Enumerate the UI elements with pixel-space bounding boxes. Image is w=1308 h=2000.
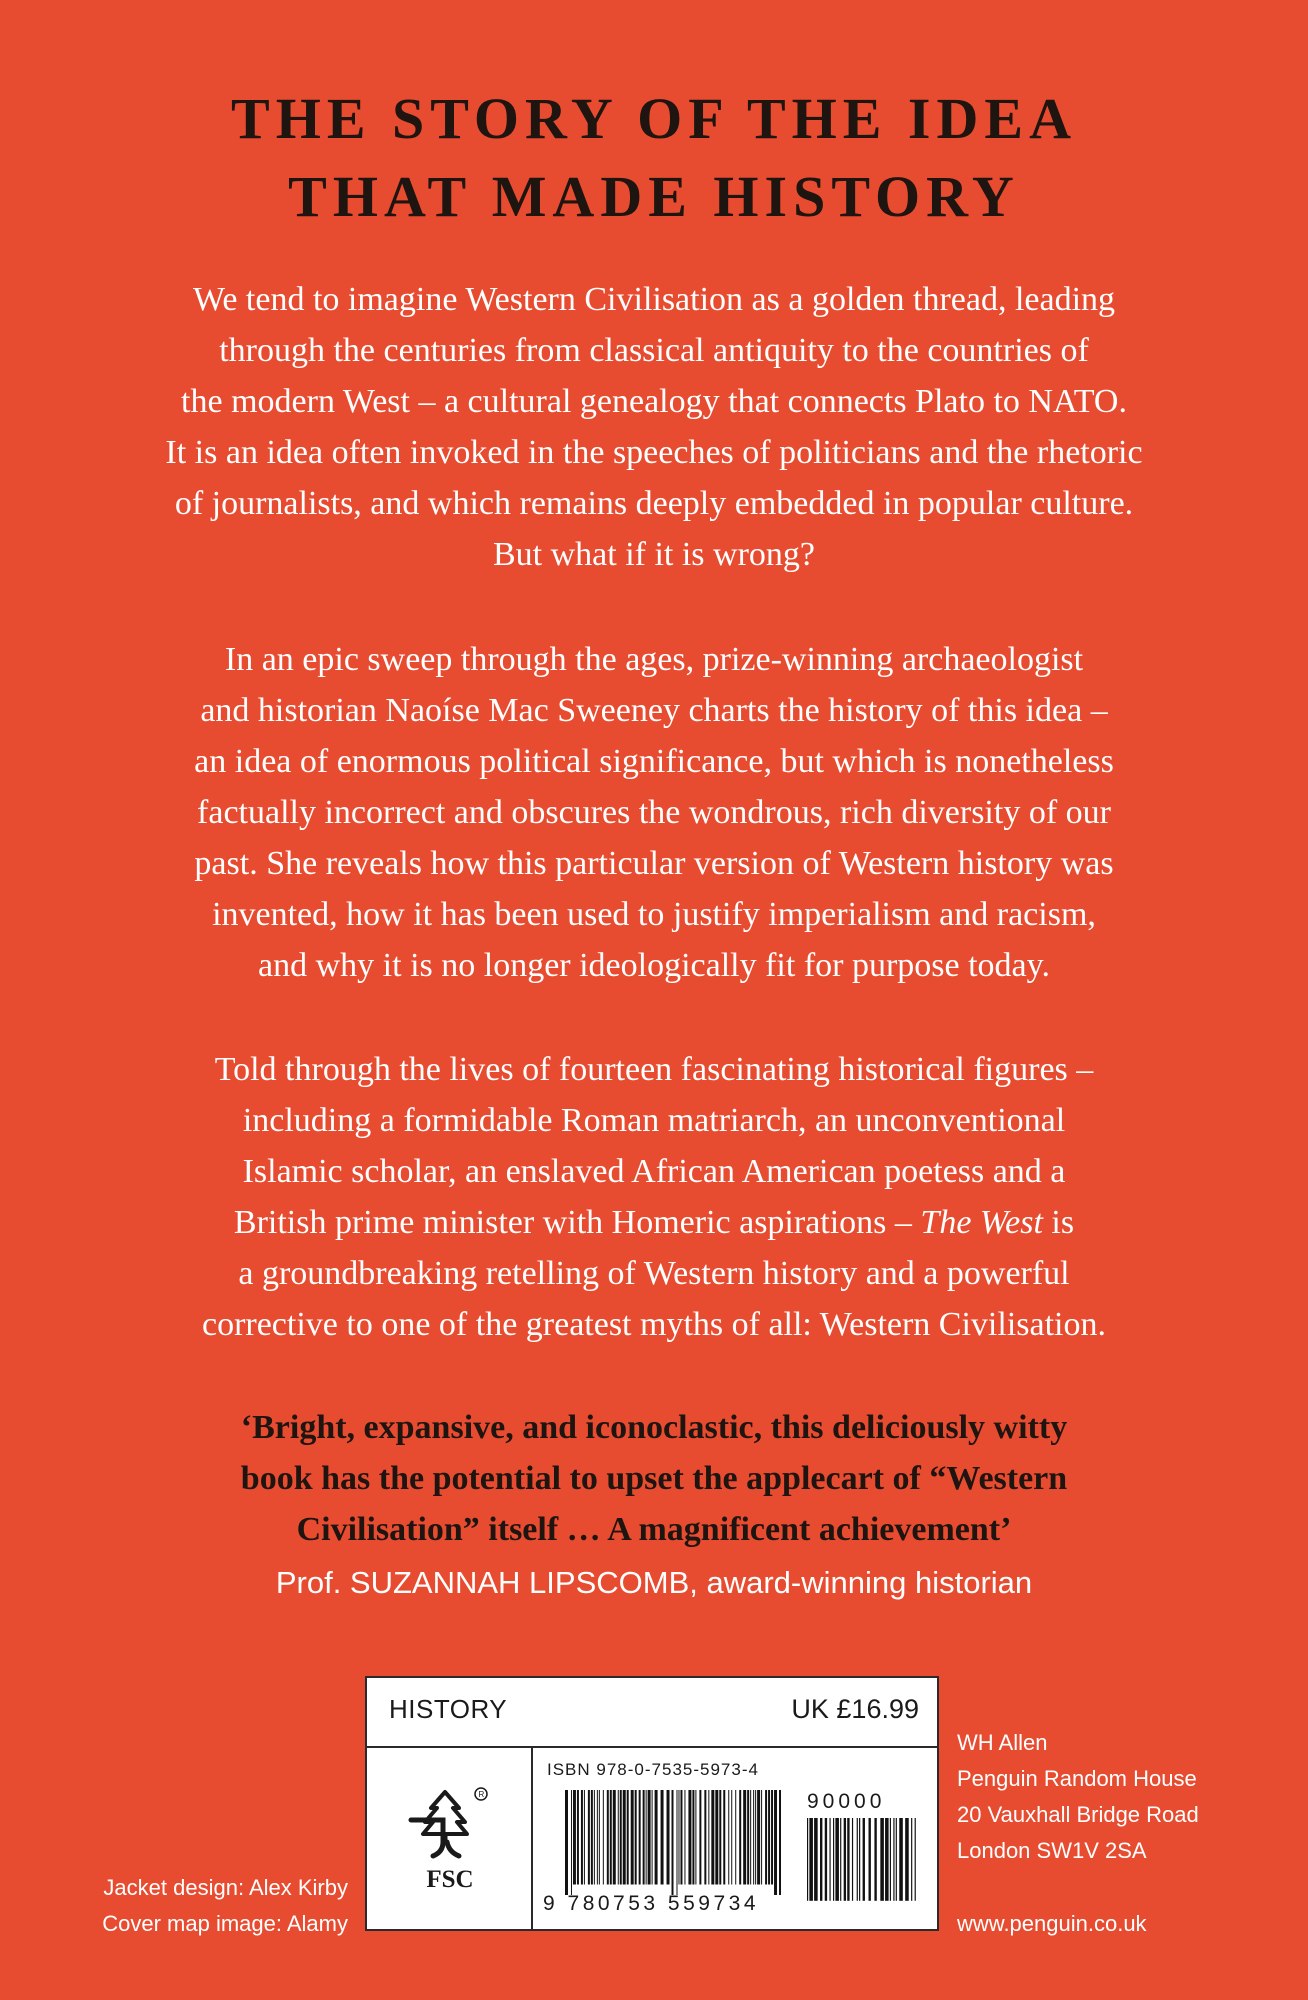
barcode-bar bbox=[588, 1790, 590, 1885]
barcode-bar bbox=[676, 1790, 677, 1895]
barcode-bar bbox=[859, 1818, 860, 1901]
barcode-bar bbox=[835, 1818, 839, 1901]
barcode-addon bbox=[807, 1818, 917, 1910]
barcode-bar bbox=[890, 1818, 891, 1901]
barcode-box bbox=[365, 1676, 939, 1931]
barcode-bar bbox=[765, 1790, 767, 1885]
barcode-bar bbox=[635, 1790, 637, 1885]
publisher-line: London SW1V 2SA bbox=[957, 1838, 1147, 1863]
text-line: through the centuries from classical antiquity to the countries of bbox=[219, 332, 1089, 369]
barcode-bar bbox=[719, 1790, 721, 1885]
barcode-bar bbox=[863, 1818, 865, 1901]
text-line: and why it is no longer ideologically fit for purpose today. bbox=[258, 947, 1050, 984]
barcode-bar bbox=[584, 1790, 585, 1885]
barcode-bar bbox=[695, 1790, 696, 1885]
barcode-bar bbox=[771, 1790, 773, 1885]
text-line: a groundbreaking retelling of Western history and a powerful bbox=[238, 1255, 1070, 1292]
barcode-bar bbox=[618, 1790, 619, 1885]
barcode-bar bbox=[869, 1818, 871, 1901]
blurb-paragraph-3 bbox=[60, 1044, 1248, 1350]
barcode-bar bbox=[613, 1790, 616, 1885]
barcode-bar bbox=[577, 1790, 579, 1885]
text-line: corrective to one of the greatest myths of all: Western Civilisation. bbox=[201, 1306, 1106, 1343]
credit-line: Cover map image: Alamy bbox=[102, 1911, 348, 1936]
publisher-line: 20 Vauxhall Bridge Road bbox=[957, 1802, 1199, 1827]
barcode-bar bbox=[715, 1790, 718, 1885]
barcode-bar bbox=[643, 1790, 645, 1885]
review-quote bbox=[60, 1402, 1248, 1555]
barcode-bar bbox=[667, 1790, 670, 1885]
barcode-bar bbox=[768, 1790, 770, 1885]
publisher-line: WH Allen bbox=[957, 1730, 1048, 1755]
barcode-bar bbox=[672, 1790, 674, 1895]
barcode-bar bbox=[711, 1790, 714, 1885]
jacket-credits bbox=[40, 1870, 348, 1942]
text-line: an idea of enormous political significance, but which is nonetheless bbox=[194, 743, 1114, 780]
headline-line-1: THE STORY OF THE IDEA bbox=[231, 86, 1077, 151]
category-label: HISTORY bbox=[389, 1694, 508, 1724]
barcode-bar bbox=[761, 1790, 762, 1885]
headline-line-2: THAT MADE HISTORY bbox=[288, 164, 1020, 229]
barcode-bar bbox=[885, 1818, 889, 1901]
barcode-digits: 9 780753 559734 bbox=[543, 1892, 759, 1915]
barcode-bar bbox=[847, 1818, 849, 1901]
barcode-bar bbox=[779, 1790, 781, 1895]
text-line: Islamic scholar, an enslaved African American poetess and a bbox=[242, 1153, 1066, 1190]
barcode-bar bbox=[623, 1790, 626, 1885]
blurb-paragraph-1 bbox=[60, 274, 1248, 580]
barcode-bar bbox=[728, 1790, 729, 1885]
text-segment: British prime minister with Homeric aspirations – bbox=[233, 1204, 921, 1241]
barcode-bar bbox=[723, 1790, 725, 1885]
barcode-bar bbox=[708, 1790, 709, 1885]
barcode-bar bbox=[680, 1790, 682, 1885]
quote-line: book has the potential to upset the applecart of “Western bbox=[240, 1460, 1068, 1497]
text-line: of journalists, and which remains deeply embedded in popular culture. bbox=[174, 485, 1134, 522]
text-segment: is bbox=[1042, 1204, 1075, 1241]
barcode-bar bbox=[814, 1818, 818, 1901]
text-line: But what if it is wrong? bbox=[492, 536, 816, 573]
barcode-bar bbox=[753, 1790, 754, 1885]
barcode-bar bbox=[603, 1790, 604, 1885]
headline bbox=[0, 80, 1308, 236]
publisher-line: Penguin Random House bbox=[957, 1766, 1197, 1791]
barcode-bar bbox=[905, 1818, 909, 1901]
text-line: invented, how it has been used to justify imperialism and racism, bbox=[212, 896, 1096, 933]
barcode-bar bbox=[774, 1790, 777, 1895]
fsc-label: FSC bbox=[426, 1866, 474, 1893]
publisher-website: www.penguin.co.uk bbox=[957, 1911, 1147, 1936]
barcode-bar bbox=[757, 1790, 760, 1885]
barcode-bar bbox=[731, 1790, 732, 1885]
barcode-bar bbox=[829, 1818, 830, 1901]
barcode-bar bbox=[648, 1790, 651, 1885]
text-line: It is an idea often invoked in the speeches of politicians and the rhetoric bbox=[165, 434, 1143, 471]
barcode-bar bbox=[915, 1818, 916, 1901]
barcode-ean13 bbox=[565, 1790, 783, 1895]
barcode-bar bbox=[652, 1790, 653, 1885]
text-line: We tend to imagine Western Civilisation as a golden thread, leading bbox=[192, 281, 1116, 318]
barcode-bar bbox=[755, 1790, 756, 1885]
box-header bbox=[367, 1678, 937, 1748]
barcode-bar bbox=[620, 1790, 622, 1885]
barcode-bar bbox=[684, 1790, 685, 1885]
text-line: including a formidable Roman matriarch, an unconventional bbox=[242, 1102, 1066, 1139]
barcode-bar bbox=[581, 1790, 583, 1885]
barcode-bar bbox=[750, 1790, 751, 1885]
barcode-bar bbox=[594, 1790, 595, 1885]
barcode-bar bbox=[833, 1818, 834, 1901]
barcode-bar bbox=[607, 1790, 609, 1885]
barcode-bar bbox=[599, 1790, 600, 1885]
barcode-bar bbox=[591, 1790, 593, 1885]
barcode-bar bbox=[880, 1818, 884, 1901]
barcode-bar bbox=[704, 1790, 706, 1885]
barcode-bar bbox=[573, 1790, 576, 1885]
text-line: factually incorrect and obscures the wondrous, rich diversity of our bbox=[197, 794, 1111, 831]
barcode-bar bbox=[807, 1818, 808, 1901]
barcode-bar bbox=[852, 1818, 853, 1901]
addon-digits: 90000 bbox=[807, 1790, 886, 1813]
quote-attribution: Prof. SUZANNAH LIPSCOMB, award-winning historian bbox=[275, 1565, 1033, 1600]
barcode-bar bbox=[899, 1818, 903, 1901]
barcode-bar bbox=[610, 1790, 612, 1885]
barcode-bar bbox=[874, 1818, 876, 1901]
text-line: In an epic sweep through the ages, prize-winning archaeologist bbox=[224, 641, 1084, 678]
svg-text:R: R bbox=[478, 1790, 485, 1799]
barcode-bar bbox=[627, 1790, 629, 1885]
barcode-bar bbox=[840, 1818, 841, 1901]
barcode-bar bbox=[735, 1790, 736, 1885]
barcode-bar bbox=[692, 1790, 694, 1885]
text-line: and historian Naoíse Mac Sweeney charts the history of this idea – bbox=[200, 692, 1108, 729]
barcode-bar bbox=[655, 1790, 658, 1885]
barcode-bar bbox=[646, 1790, 647, 1885]
barcode-bar bbox=[597, 1790, 598, 1885]
fsc-tree-icon bbox=[403, 1786, 493, 1862]
barcode-bar bbox=[747, 1790, 749, 1885]
barcode-bar bbox=[699, 1790, 701, 1885]
barcode-bar bbox=[825, 1818, 827, 1901]
barcode-bar bbox=[688, 1790, 691, 1885]
blurb-paragraph-2 bbox=[60, 634, 1248, 991]
barcode-bar bbox=[893, 1818, 894, 1901]
quote-line: Civilisation” itself … A magnificent achievement’ bbox=[296, 1511, 1012, 1548]
book-title-italic: The West bbox=[920, 1204, 1043, 1241]
barcode-bar bbox=[565, 1790, 568, 1895]
barcode-bar bbox=[678, 1790, 679, 1885]
barcode-bar bbox=[739, 1790, 741, 1885]
fsc-cell bbox=[367, 1748, 533, 1929]
barcode-bar bbox=[631, 1790, 634, 1885]
barcode-bar bbox=[911, 1818, 912, 1901]
barcode-bar bbox=[571, 1790, 572, 1895]
barcode-bar bbox=[639, 1790, 641, 1885]
barcode-bar bbox=[809, 1818, 813, 1901]
barcode-bar bbox=[820, 1818, 822, 1901]
price-label: UK £16.99 bbox=[791, 1694, 919, 1724]
text-line: Told through the lives of fourteen fascinating historical figures – bbox=[214, 1051, 1094, 1088]
barcode-bar bbox=[743, 1790, 746, 1885]
credit-line: Jacket design: Alex Kirby bbox=[103, 1875, 348, 1900]
barcode-bar bbox=[896, 1818, 897, 1901]
text-line bbox=[60, 1197, 1248, 1248]
publisher-address bbox=[957, 1725, 1199, 1869]
text-line: the modern West – a cultural genealogy that connects Plato to NATO. bbox=[181, 383, 1127, 420]
text-line: past. She reveals how this particular version of Western history was bbox=[194, 845, 1114, 882]
quote-line: ‘Bright, expansive, and iconoclastic, this deliciously witty bbox=[240, 1409, 1068, 1446]
barcode-bar bbox=[857, 1818, 858, 1901]
barcode-bar bbox=[661, 1790, 664, 1885]
barcode-bar bbox=[844, 1818, 846, 1901]
isbn-number: ISBN 978-0-7535-5973-4 bbox=[547, 1760, 759, 1779]
